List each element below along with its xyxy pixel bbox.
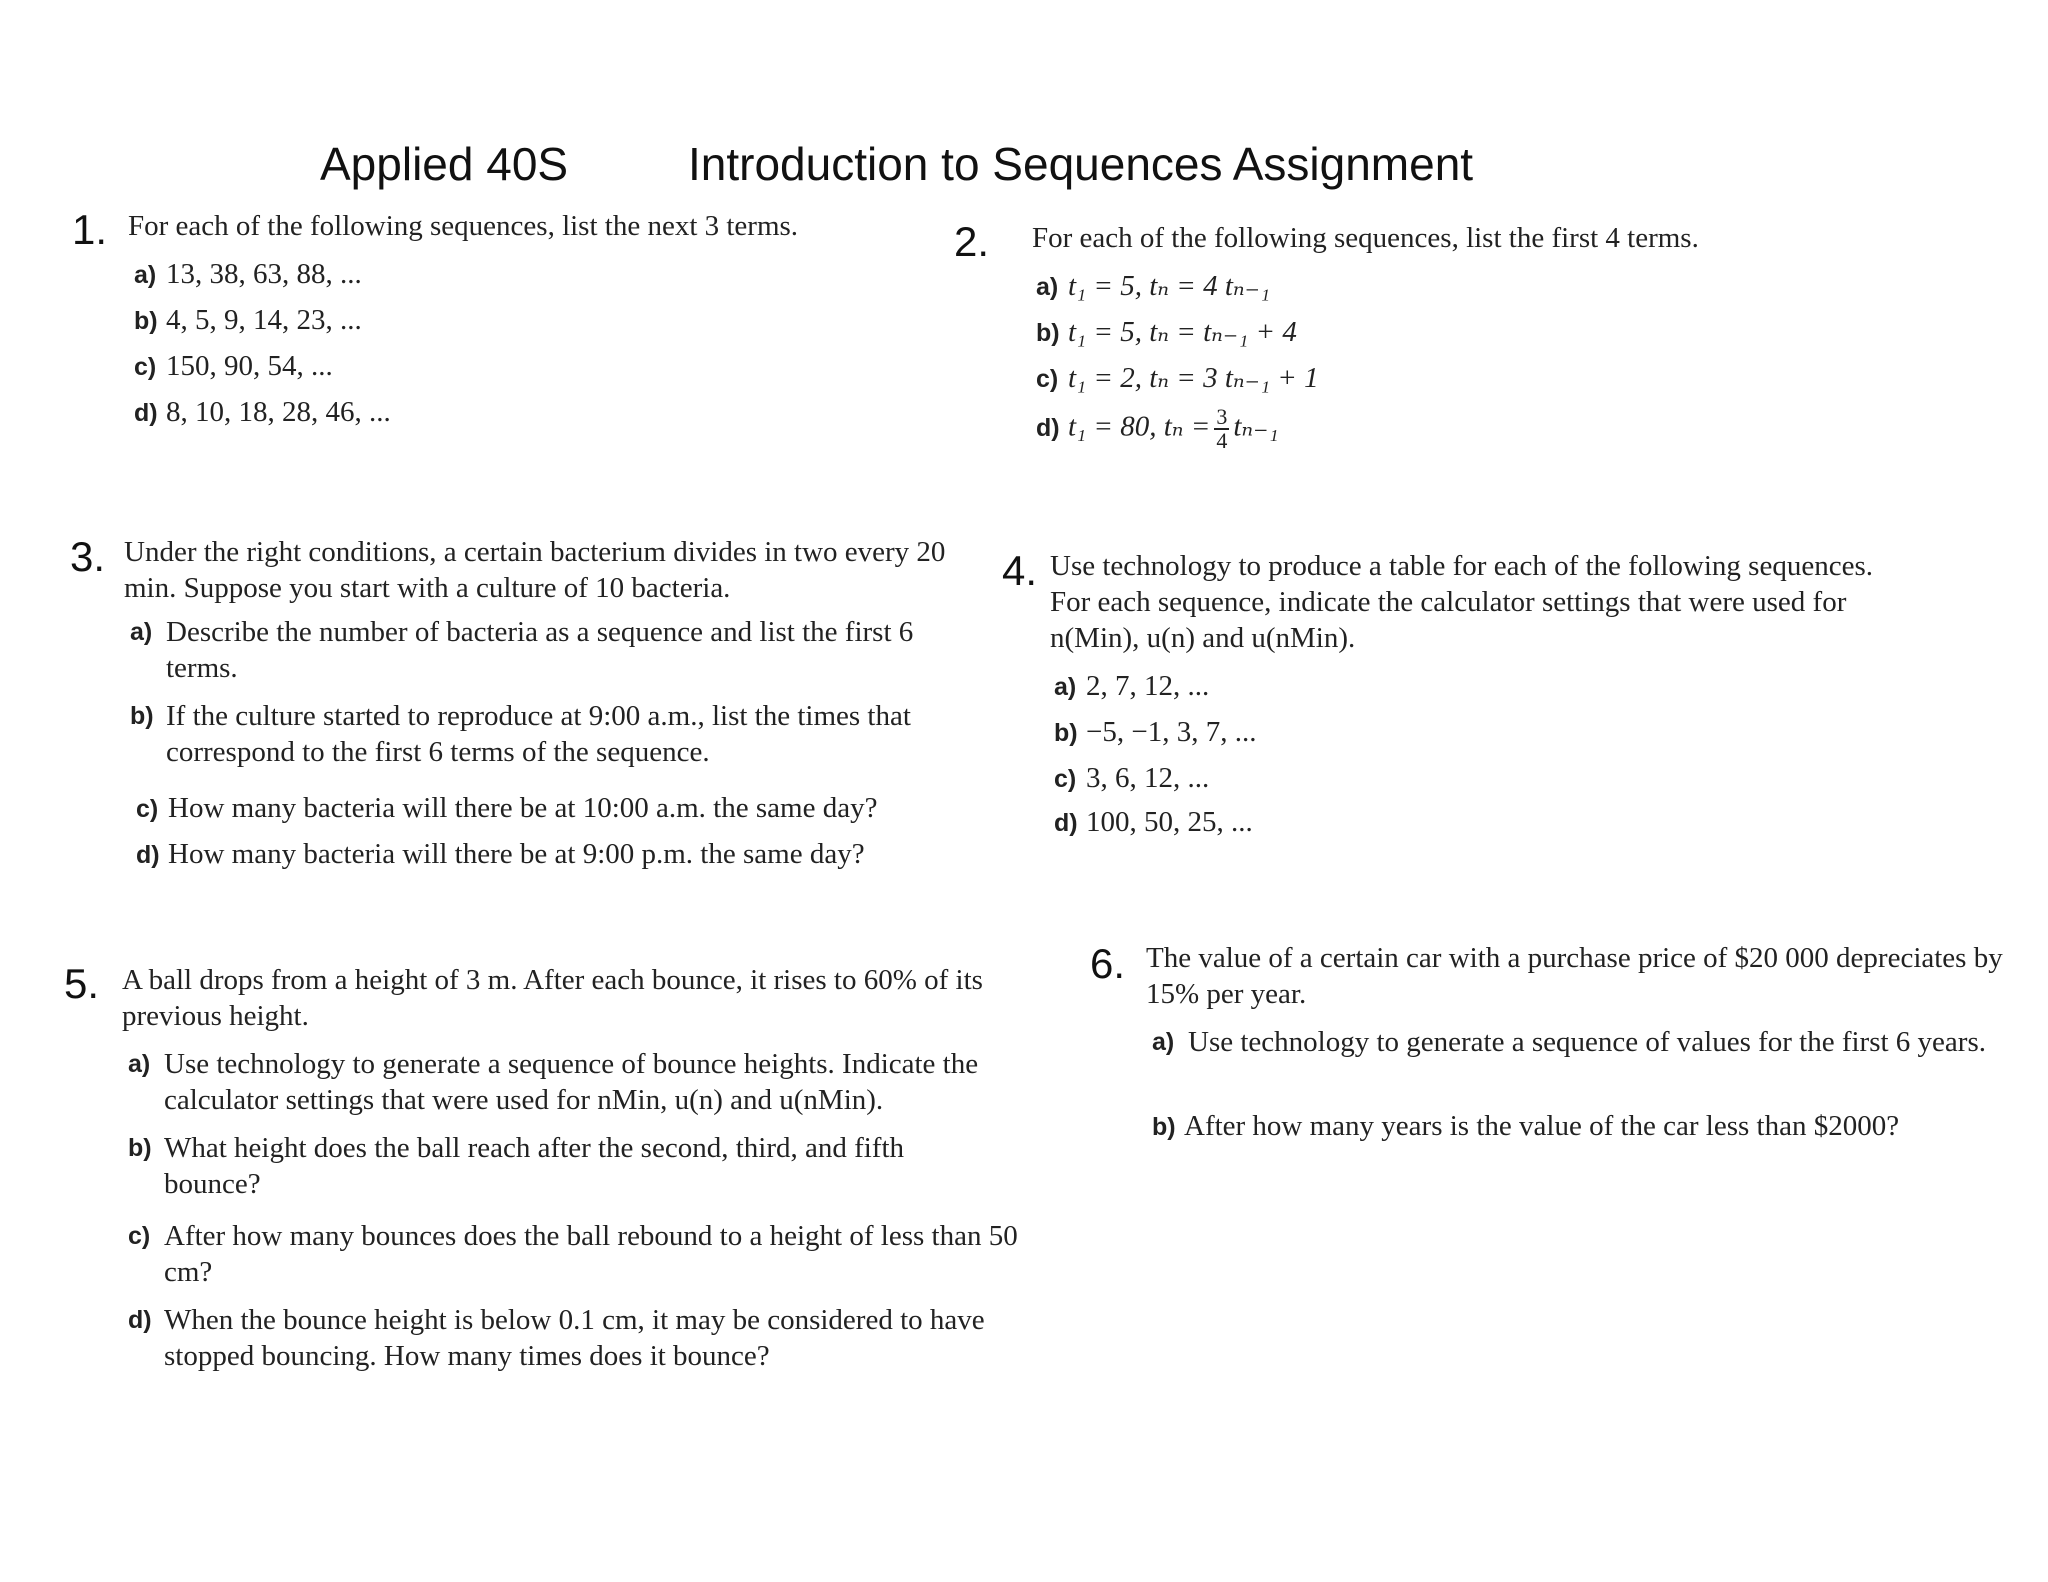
part-formula-lhs: t₁ = 80, tₙ =	[1068, 410, 1211, 443]
part-d	[1054, 804, 1253, 841]
question-stem: Under the right conditions, a certain bacterium divides in two every 20 min. Suppose you start with a culture of 10 bacteria.	[124, 536, 946, 604]
part-text: How many bacteria will there be at 9:00 p.m. the same day?	[168, 838, 865, 870]
part-formula: t₁ = 5, tₙ = 4 tₙ₋₁	[1068, 270, 1271, 302]
part-label: c)	[134, 353, 157, 381]
question-stem: The value of a certain car with a purchase price of $20 000 depreciates by 15% per year.	[1146, 942, 2003, 1010]
part-d	[128, 1302, 1028, 1374]
part-formula-rhs: tₙ₋₁	[1233, 410, 1279, 443]
part-d	[1036, 406, 1279, 452]
part-label: a)	[1152, 1028, 1175, 1056]
part-label: b)	[130, 702, 154, 730]
part-label: a)	[1036, 273, 1059, 301]
part-label: c)	[136, 795, 159, 823]
part-b	[1152, 1108, 1899, 1145]
part-label: b)	[1036, 319, 1060, 347]
assignment-title: Introduction to Sequences Assignment	[688, 138, 1474, 190]
part-c	[134, 348, 333, 385]
question-number: 1.	[72, 206, 108, 253]
part-label: c)	[128, 1222, 151, 1250]
part-label: a)	[130, 618, 153, 646]
fraction	[1214, 406, 1229, 452]
question-number: 5.	[64, 960, 100, 1007]
part-c	[1036, 360, 1319, 397]
part-label: a)	[128, 1050, 151, 1078]
part-text: If the culture started to reproduce at 9:00 a.m., list the times that correspond to the first 6 terms of the sequence.	[166, 700, 911, 768]
part-text: After how many bounces does the ball rebound to a height of less than 50 cm?	[164, 1220, 1018, 1288]
part-b	[1036, 314, 1297, 351]
question-number: 4.	[1002, 547, 1038, 594]
question-stem: For each of the following sequences, list the first 4 terms.	[1032, 222, 1699, 254]
part-label: d)	[1054, 809, 1078, 837]
question-number: 2.	[954, 218, 990, 265]
course-title: Applied 40S	[320, 138, 569, 190]
part-label: b)	[128, 1134, 152, 1162]
part-formula: t₁ = 5, tₙ = tₙ₋₁ + 4	[1068, 316, 1297, 348]
part-b	[1054, 714, 1256, 751]
part-formula: t₁ = 2, tₙ = 3 tₙ₋₁ + 1	[1068, 362, 1319, 394]
part-text: 3, 6, 12, ...	[1086, 762, 1210, 794]
part-label: a)	[134, 261, 157, 289]
part-text: How many bacteria will there be at 10:00 a.m. the same day?	[168, 792, 878, 824]
question-stem: Use technology to produce a table for each of the following sequences. For each sequence, indicate the calculator settings that were used for n(Min), u(n) and u(nMin).	[1050, 550, 1873, 654]
part-text: 100, 50, 25, ...	[1086, 806, 1253, 838]
part-c	[1054, 760, 1209, 797]
part-label: d)	[134, 399, 158, 427]
part-text: 2, 7, 12, ...	[1086, 670, 1210, 702]
part-a	[134, 256, 362, 293]
part-label: b)	[1152, 1113, 1176, 1141]
part-b	[130, 698, 980, 770]
question-stem: A ball drops from a height of 3 m. After each bounce, it rises to 60% of its previous height.	[122, 964, 983, 1032]
part-a	[1054, 668, 1209, 705]
part-label: b)	[134, 307, 158, 335]
question-stem: For each of the following sequences, list the next 3 terms.	[128, 210, 799, 242]
part-text: 150, 90, 54, ...	[166, 350, 333, 382]
fraction-numerator: 3	[1216, 404, 1228, 429]
part-b	[134, 302, 362, 339]
part-d	[136, 836, 865, 873]
part-label: d)	[1036, 413, 1060, 442]
part-c	[128, 1218, 1028, 1290]
question-number: 6.	[1090, 940, 1126, 987]
part-text: Describe the number of bacteria as a sequence and list the first 6 terms.	[166, 616, 914, 684]
part-a	[1152, 1024, 2012, 1060]
part-b	[128, 1130, 998, 1202]
question-number: 3.	[70, 533, 106, 580]
part-text: 8, 10, 18, 28, 46, ...	[166, 396, 391, 428]
part-c	[136, 790, 877, 827]
part-a	[130, 614, 980, 686]
part-text: Use technology to generate a sequence of values for the first 6 years.	[1188, 1026, 1986, 1058]
part-label: a)	[1054, 673, 1077, 701]
part-text: When the bounce height is below 0.1 cm, it may be considered to have stopped bouncing. How many times does it bounce?	[164, 1304, 985, 1372]
part-d	[134, 394, 391, 431]
part-label: b)	[1054, 719, 1078, 747]
part-a	[1036, 268, 1270, 305]
part-text: 4, 5, 9, 14, 23, ...	[166, 304, 362, 336]
part-text: After how many years is the value of the car less than $2000?	[1184, 1110, 1900, 1142]
part-a	[128, 1046, 1028, 1118]
part-label: d)	[128, 1306, 152, 1334]
part-label: d)	[136, 841, 160, 869]
part-text: −5, −1, 3, 7, ...	[1086, 716, 1257, 748]
part-text: Use technology to generate a sequence of bounce heights. Indicate the calculator settings that were used for nMin, u(n) and u(nMin).	[164, 1048, 979, 1116]
fraction-denominator: 4	[1216, 428, 1228, 453]
part-label: c)	[1054, 765, 1077, 793]
part-label: c)	[1036, 365, 1059, 393]
part-text: What height does the ball reach after the second, third, and fifth bounce?	[164, 1132, 905, 1200]
part-text: 13, 38, 63, 88, ...	[166, 258, 362, 290]
